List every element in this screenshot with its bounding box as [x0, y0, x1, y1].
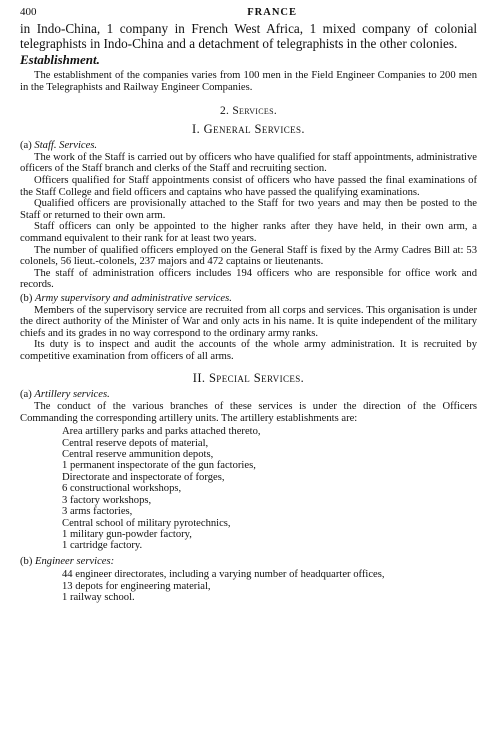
list-item: 1 cartridge factory.: [62, 540, 143, 552]
staff-paragraph: The number of qualified officers employed on the General Staff is fixed by the Army Cadres Bill at: 53 colonels, 56 lieut.-colonels, 237 majors and 472 captains or lieutenants.: [20, 244, 477, 268]
supervisory-subheading: [20, 293, 477, 305]
engineer-title: Engineer services:: [35, 555, 115, 567]
list-item: 1 railway school.: [62, 592, 135, 604]
artillery-title: Artillery services.: [34, 389, 110, 401]
list-item: 1 permanent inspectorate of the gun factories,: [62, 460, 256, 472]
staff-services-subheading: [20, 140, 477, 152]
staff-paragraph: The staff of administration officers includes 194 officers who are responsible for office work and records.: [20, 267, 477, 291]
engineer-services-list: [62, 569, 477, 603]
supervisory-title: Army supervisory and administrative services.: [35, 292, 232, 304]
staff-paragraph: Staff officers can only be appointed to the higher ranks after they have held, in their own arm, a command equivalent to their rank for at least two years.: [20, 221, 477, 244]
list-item: 3 arms factories,: [62, 506, 133, 518]
page-header: [20, 6, 477, 18]
supervisory-paragraph: Members of the supervisory service are recruited from all corps and services. This organisation is under the direct authority of the Minister of War and only acts in his name. It is quite independent of the military chiefs and its grades in no way correspond to the ordinary army ranks.: [20, 304, 477, 339]
running-title: FRANCE: [247, 7, 297, 18]
list-item: 1 military gun-powder factory,: [62, 528, 192, 540]
general-services-heading: I. General Services.: [192, 122, 305, 137]
staff-label: (a): [20, 140, 32, 152]
supervisory-label: (b): [20, 292, 33, 304]
staff-paragraph: Officers qualified for Staff appointments consist of officers who have passed the final examinations of the Staff College and field officers and captains who have passed the qualifying examinations.: [20, 174, 477, 198]
engineer-label: (b): [20, 555, 33, 567]
list-item: Central reserve ammunition depots,: [62, 449, 214, 461]
establishment-text: The establishment of the companies varies from 100 men in the Field Engineer Companies to 200 men in the Telegraphists and Railway Engineer Companies.: [20, 70, 477, 93]
page-number: 400: [20, 6, 37, 18]
staff-paragraph: The work of the Staff is carried out by officers who have qualified for staff appointments, administrative officers of the Staff branch and clerks of the Staff and recruiting section.: [20, 151, 477, 175]
services-heading: 2. Services.: [219, 105, 278, 118]
list-item: Area artillery parks and parks attached thereto,: [62, 426, 261, 438]
artillery-label: (a): [20, 389, 32, 401]
artillery-establishments-list: [62, 426, 477, 551]
intro-paragraph: in Indo-China, 1 company in French West Africa, 1 mixed company of colonial telegraphists in Indo-China and a detachment of telegraphists in the other colonies.: [20, 21, 477, 51]
artillery-subheading: [20, 389, 477, 401]
engineer-subheading: [20, 556, 477, 568]
list-item: Central reserve depots of material,: [62, 437, 209, 449]
staff-paragraph: Qualified officers are provisionally attached to the Staff for two years and may then be posted to the Staff or returned to their own arm.: [20, 198, 477, 221]
list-item: 3 factory workshops,: [62, 494, 152, 506]
list-item: Central school of military pyrotechnics,: [62, 517, 231, 529]
special-services-heading: II. Special Services.: [192, 371, 305, 386]
list-item: 6 constructional workshops,: [62, 483, 182, 495]
supervisory-paragraph: Its duty is to inspect and audit the accounts of the whole army administration. It is recruited by competitive examination from officers of all arms.: [20, 339, 477, 362]
list-item: Directorate and inspectorate of forges,: [62, 471, 225, 483]
list-item: 13 depots for engineering material,: [62, 580, 211, 592]
establishment-heading: Establishment.: [20, 52, 100, 67]
artillery-intro: The conduct of the various branches of these services is under the direction of the Officers Commanding the corresponding artillery units. The artillery establishments are:: [20, 401, 477, 424]
list-item: 44 engineer directorates, including a varying number of headquarter offices,: [62, 569, 385, 581]
staff-title: Staff. Services.: [34, 140, 98, 152]
